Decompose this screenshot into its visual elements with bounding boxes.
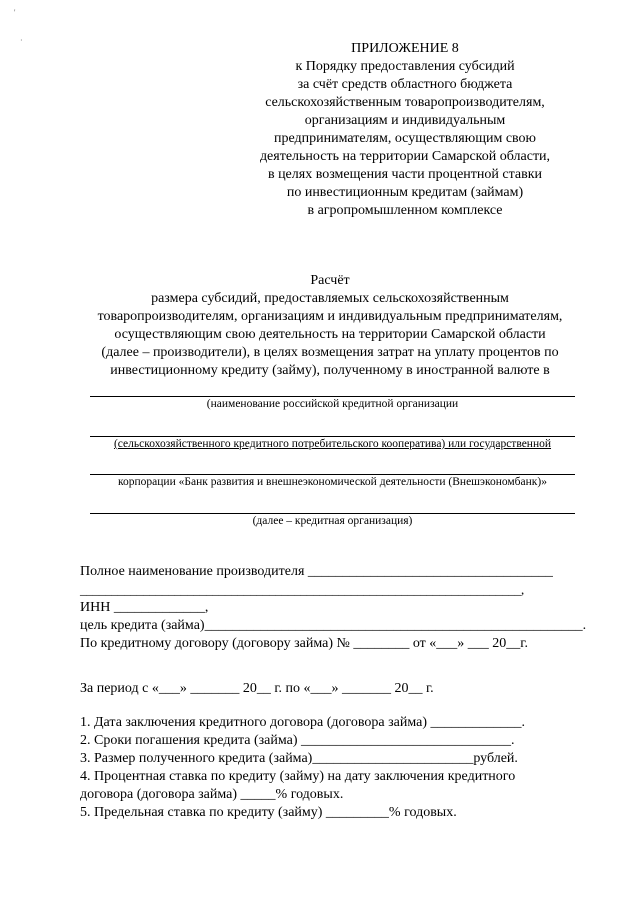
- title-line: инвестиционному кредиту (займу), полученному в иностранной валюте в: [110, 363, 550, 378]
- appendix-line: по инвестиционным кредитам (займам): [286, 185, 524, 200]
- credit-purpose-field: цель кредита (займа)______________________________________________________.: [80, 618, 587, 633]
- item-repayment-terms: 2. Сроки погашения кредита (займа) ______________________________.: [80, 733, 515, 748]
- appendix-line: сельскохозяйственным товаропроизводителям,: [265, 95, 545, 110]
- title-line: размера субсидий, предоставляемых сельскохозяйственным: [151, 291, 509, 306]
- item-max-rate: 5. Предельная ставка по кредиту (займу) _________% годовых.: [80, 805, 457, 820]
- corporation-name-line: [90, 474, 575, 475]
- appendix-header: [230, 40, 580, 220]
- appendix-line: к Порядку предоставления субсидий: [295, 59, 515, 74]
- corporation-name-caption: корпорации «Банк развития и внешнеэкономической деятельности (Внешэкономбанк)»: [118, 476, 547, 488]
- producer-full-name-continuation: ______________________________________________________________________,: [80, 582, 525, 597]
- scan-speck: ': [14, 8, 16, 17]
- appendix-line: ПРИЛОЖЕНИЕ 8: [351, 41, 459, 56]
- coop-name-caption: (сельскохозяйственного кредитного потребительского кооператива) или государственной: [113, 438, 552, 450]
- calculation-heading: [60, 272, 600, 380]
- title-line: (далее – производители), в целях возмещения затрат на уплату процентов по: [101, 345, 559, 360]
- appendix-line: предпринимателям, осуществляющим свою: [273, 131, 537, 146]
- document-title: Расчёт: [310, 273, 350, 288]
- credit-org-caption: (далее – кредитная организация): [252, 515, 413, 527]
- coop-name-line: [90, 436, 575, 437]
- title-line: осуществляющим свою деятельность на территории Самарской области: [114, 327, 546, 342]
- appendix-line: организациям и индивидуальным: [304, 113, 506, 128]
- title-line: товаропроизводителям, организациям и индивидуальным предпринимателям,: [97, 309, 563, 324]
- scan-speck: ·: [20, 36, 23, 45]
- bank-name-caption: (наименование российской кредитной организации: [206, 398, 459, 410]
- period-field: За период с «___» _______ 20__ г. по «___» _______ 20__ г.: [80, 681, 434, 696]
- credit-contract-field: По кредитному договору (договору займа) № ________ от «___» ___ 20__г.: [80, 636, 528, 651]
- bank-name-line: [90, 396, 575, 397]
- producer-full-name-field: Полное наименование производителя ___________________________________: [80, 564, 553, 579]
- item-contract-date: 1. Дата заключения кредитного договора (договора займа) _____________.: [80, 715, 526, 730]
- inn-field: ИНН _____________,: [80, 600, 209, 615]
- item-credit-amount: 3. Размер полученного кредита (займа)_______________________рублей.: [80, 751, 518, 766]
- appendix-line: в агропромышленном комплексе: [307, 203, 503, 218]
- appendix-line: в целях возмещения части процентной ставки: [267, 167, 543, 182]
- appendix-line: за счёт средств областного бюджета: [297, 77, 513, 92]
- item-interest-rate: 4. Процентная ставка по кредиту (займу) на дату заключения кредитного: [80, 769, 516, 784]
- item-interest-rate-cont: договора (договора займа) _____% годовых.: [80, 787, 344, 802]
- credit-org-line: [90, 513, 575, 514]
- appendix-line: деятельность на территории Самарской области,: [259, 149, 551, 164]
